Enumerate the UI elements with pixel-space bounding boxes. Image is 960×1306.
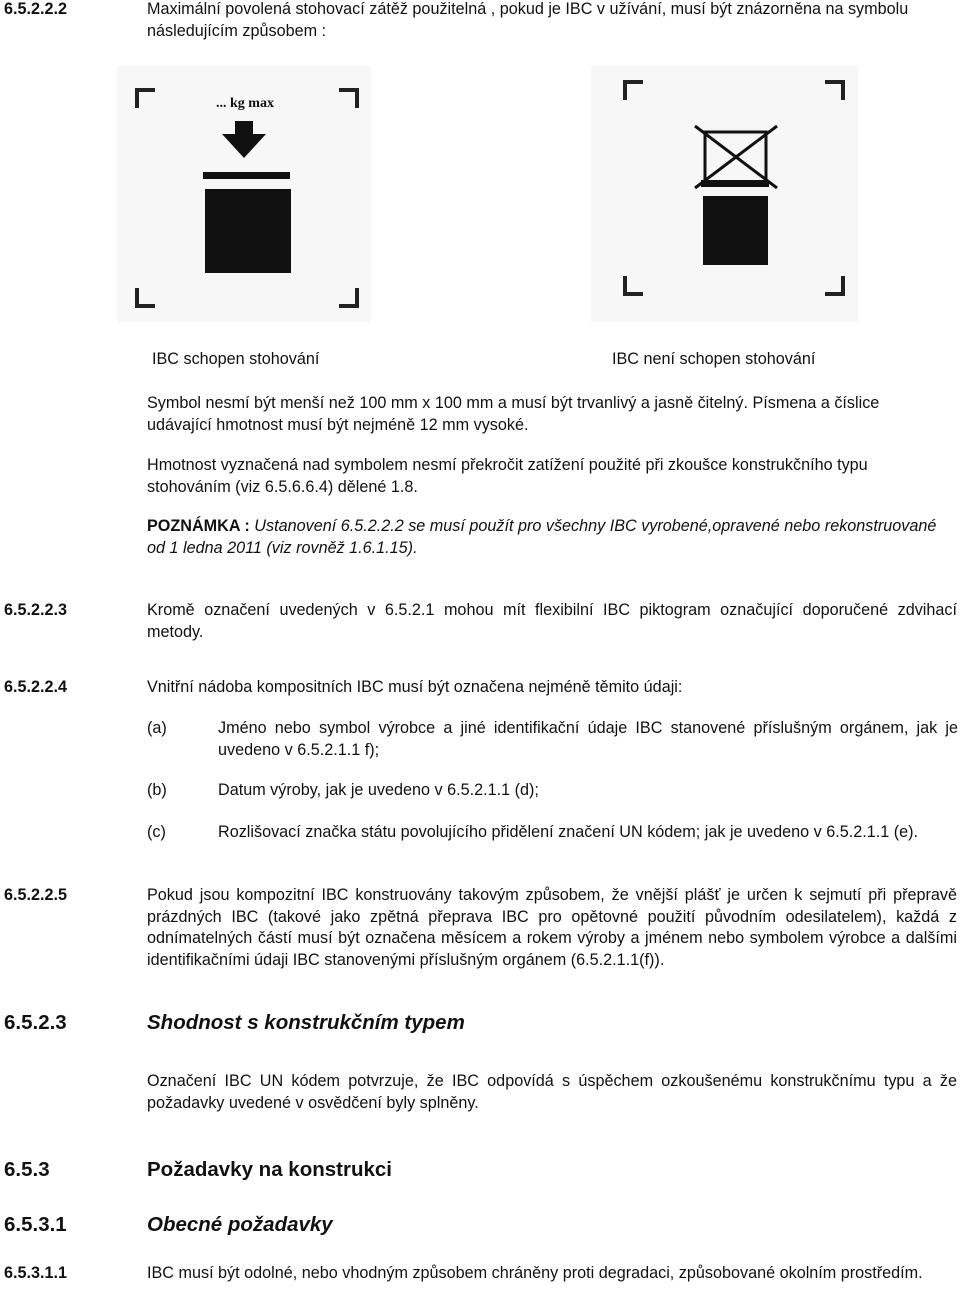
corner-mark-top-right [339,90,357,108]
kg-max-label: ... kg max [216,96,274,111]
conformity-paragraph: Označení IBC UN kódem potvrzuje, že IBC odpovídá s úspěchem ozkoušenému konstrukčnímu typu a že požadavky uvedené v osvědčení byly splněny. [147,1072,957,1112]
stacked-box [205,189,291,273]
corner-mark-top-left [625,82,643,100]
section-heading: Požadavky na konstrukci [147,1158,392,1181]
list-item-label: (b) [147,781,167,799]
mass-paragraph: Hmotnost vyznačená nad symbolem nesmí překročit zatížení použité při zkoušce konstrukčního typu stohováním (viz 6.5.6.6.4) dělené 1.8. [147,456,868,496]
list-item-label: (a) [147,719,167,737]
section-heading: Obecné požadavky [147,1213,333,1236]
non-stackable-symbol [591,66,858,322]
section-number: 6.5.2.2.3 [4,601,68,619]
corner-mark-bottom-right [339,288,357,306]
section-heading: Shodnost s konstrukčním typem [147,1011,465,1034]
note [147,516,937,559]
stacked-box [703,196,768,265]
section-text: Kromě označení uvedených v 6.5.2.1 mohou mít flexibilní IBC piktogram označující doporučené zdvihací metody. [147,601,957,641]
corner-mark-top-right [825,82,843,100]
list-item: Jméno nebo symbol výrobce a jiné identifikační údaje IBC stanovené příslušným orgánem, jak je uvedeno v 6.5.2.1.1 f); [218,719,958,759]
corner-mark-top-left [137,90,155,108]
section-text: IBC musí být odolné, nebo vhodným způsobem chráněny proti degradaci, způsobované okolním prostředím. [147,1264,923,1282]
list-item: Datum výroby, jak je uvedeno v 6.5.2.1.1 (d); [218,781,539,799]
section-number: 6.5.3 [4,1158,50,1181]
corner-mark-bottom-left [137,288,155,306]
corner-mark-bottom-right [825,276,843,294]
note-text: Ustanovení 6.5.2.2.2 se musí použít pro všechny IBC vyrobené,opravené nebo rekonstruované od 1 ledna 2011 (viz rovněž 1.6.1.15). [147,517,937,557]
section-number: 6.5.2.2.4 [4,678,68,696]
stackable-caption: IBC schopen stohování [152,350,320,368]
stack-bar [701,180,769,187]
section-number: 6.5.3.1.1 [4,1264,68,1282]
list-item: Rozlišovací značka státu povolujícího přidělení značení UN kódem; jak je uvedeno v 6.5.2.1.1 (e). [218,823,919,841]
symbol-size-paragraph: Symbol nesmí být menší než 100 mm x 100 mm a musí být trvanlivý a jasně čitelný. Písmena a číslice udávající hmotnost musí být nejméně 12 mm vysoké. [147,394,880,434]
section-text: Vnitřní nádoba kompositních IBC musí být označena nejméně těmito údaji: [147,678,683,696]
section-text: Pokud jsou kompozitní IBC konstruovány takovým způsobem, že vnější plášť je určen k sejmutí při přepravě prázdných IBC (takové jako zpětná přeprava IBC pro opětovné použití původním odesilatelem), každá z odnímatelných částí musí být označena měsícem a rokem výroby a jménem nebo symbolem výrobce a dalšími identifikačními údaji IBC stanovenými příslušným orgánem (6.5.2.1.1(f)). [147,886,957,969]
note-label: POZNÁMKA : [147,517,250,535]
arrow-shaft [235,121,253,135]
stack-bar [203,172,290,179]
section-number: 6.5.2.2.2 [4,0,68,18]
corner-mark-bottom-left [625,276,643,294]
section-number: 6.5.2.3 [4,1011,67,1034]
list-item-label: (c) [147,823,166,841]
stackable-symbol [117,66,371,322]
section-number: 6.5.3.1 [4,1213,67,1236]
non-stackable-caption: IBC není schopen stohování [612,350,816,368]
down-arrow-icon [222,134,266,158]
section-text: Maximální povolená stohovací zátěž použitelná , pokud je IBC v užívání, musí být znázorněna na symbolu následujícím způsobem : [147,0,909,40]
section-number: 6.5.2.2.5 [4,886,68,904]
